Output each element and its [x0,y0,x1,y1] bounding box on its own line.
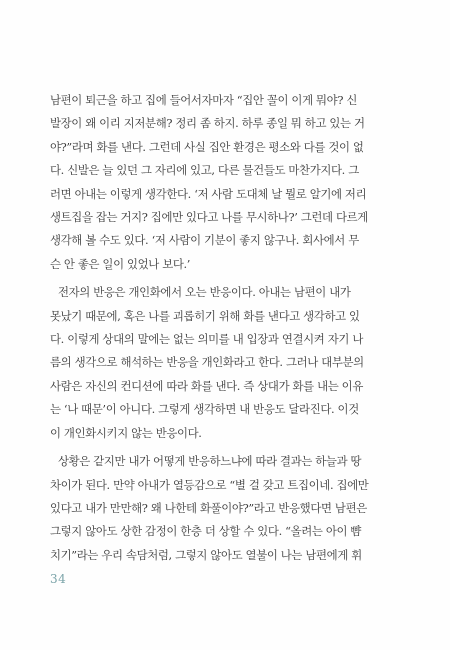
text-line: 차이가 된다. 만약 아내가 열등감으로 “별 걸 갖고 트집이네. 집에만 [50,477,369,492]
text-line: 는 ‘나 때문’이 아니다. 그렇게 생각하면 내 반응도 달라진다. 이것 [50,402,359,417]
text-line: 다. 신발은 늘 있던 그 자리에 있고, 다른 물건들도 마찬가지다. 그 [50,163,359,178]
text-line: 있다고 내가 만만해? 왜 나한테 화풀이야?”라고 반응했다면 남편은 [50,500,367,515]
page-number: 34 [50,572,67,586]
paragraph-1 [50,89,412,276]
text-line: 발장이 왜 이리 지저분해? 정리 좀 하지. 하루 종일 뭐 하고 있는 거 [50,116,365,131]
text-line: 전자의 반응은 개인화에서 오는 반응이다. 아내는 남편이 내가 [58,285,351,300]
body-text [50,89,412,567]
text-line: 다. 이렇게 상대의 말에는 없는 의미를 내 입장과 연결시켜 자기 나 [50,332,363,347]
text-line: 남편이 퇴근을 하고 집에 들어서자마자 “집안 꼴이 이게 뭐야? 신 [50,93,358,107]
text-line: 러면 아내는 이렇게 생각한다. ‘저 사람 도대체 날 뭘로 알기에 저리 [50,186,367,201]
text-line: 름의 생각으로 해석하는 반응을 개인화라고 한다. 그러나 대부분의 [50,355,364,370]
text-line: 사람은 자신의 컨디션에 따라 화를 낸다. 즉 상대가 화를 내는 이유 [50,378,363,393]
text-line: 치기”라는 우리 속담처럼, 그렇지 않아도 열불이 나는 남편에게 휘 [50,547,362,562]
text-line: 야?”라며 화를 낸다. 그런데 사실 집안 환경은 평소와 다를 것이 없 [50,139,364,154]
text-line: 그렇지 않아도 상한 감정이 한층 더 상할 수 있다. “올려는 아이 뺨 [50,524,362,539]
text-line: 생각해 볼 수도 있다. ‘저 사람이 기분이 좋지 않구나. 회사에서 무 [50,233,359,248]
text-line: 생트집을 잡는 거지? 집에만 있다고 나를 무시하나?’ 그런데 다르게 [50,210,368,225]
paragraph-3 [50,450,412,567]
text-line: 이 개인화시키지 않는 반응이다. [50,425,202,440]
text-line: 슨 안 좋은 일이 있었나 보다.’ [50,256,191,271]
paragraph-2 [50,281,412,445]
text-line: 못났기 때문에, 혹은 나를 괴롭히기 위해 화를 낸다고 생각하고 있 [50,308,360,323]
text-line: 상황은 같지만 내가 어떻게 반응하느냐에 따라 결과는 하늘과 땅 [58,454,362,469]
